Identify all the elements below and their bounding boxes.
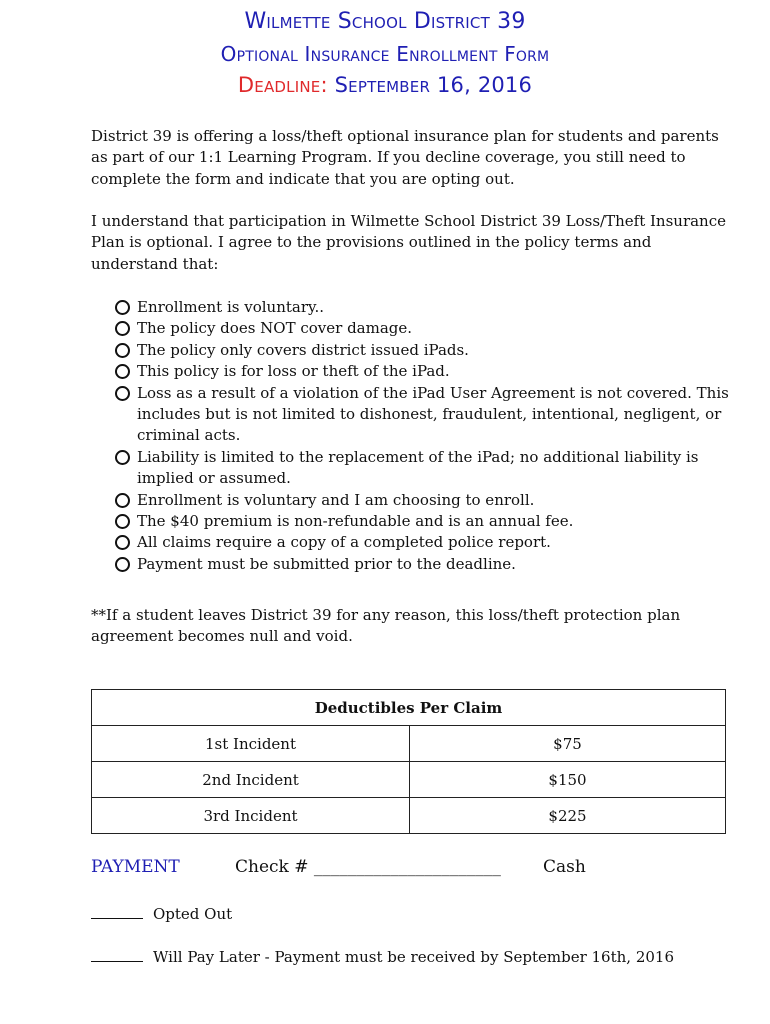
cash-option[interactable]: Cash (543, 857, 586, 877)
radio-circle-icon[interactable] (115, 493, 130, 508)
radio-circle-icon[interactable] (115, 450, 130, 465)
condition-text: The policy only covers district issued iPads. (137, 340, 469, 359)
pay-later-row (91, 946, 674, 966)
incident-cell: 1st Incident (92, 726, 410, 762)
deductibles-title: Deductibles Per Claim (92, 690, 726, 726)
amount-cell: $75 (410, 726, 726, 762)
null-void-note: **If a student leaves District 39 for any reason, this loss/theft protection plan agreement becomes null and void. (91, 606, 681, 646)
condition-item[interactable] (113, 447, 733, 490)
table-row (92, 726, 726, 762)
radio-circle-icon[interactable] (115, 514, 130, 529)
condition-item[interactable] (113, 297, 733, 318)
condition-item[interactable] (113, 554, 733, 575)
radio-circle-icon[interactable] (115, 557, 130, 572)
opted-out-label: Opted Out (153, 905, 233, 923)
condition-item[interactable] (113, 383, 733, 447)
radio-circle-icon[interactable] (115, 300, 130, 315)
understand-paragraph: I understand that participation in Wilmette School District 39 Loss/Theft Insurance Plan is optional. I agree to the provisions outlined in the policy terms and understand that: (91, 212, 726, 273)
condition-text: The policy does NOT cover damage. (137, 319, 413, 338)
incident-cell: 3rd Incident (92, 798, 410, 834)
deadline-date: September 16, 2016 (334, 73, 533, 97)
condition-text: Enrollment is voluntary and I am choosing to enroll. (137, 490, 535, 509)
deadline-line (0, 73, 770, 97)
condition-item[interactable] (113, 361, 733, 382)
amount-cell: $150 (410, 762, 726, 798)
condition-text: Payment must be submitted prior to the deadline. (137, 554, 516, 573)
district-title: Wilmette School District 39 (244, 9, 526, 34)
payment-label: PAYMENT (91, 857, 180, 877)
condition-text: The $40 premium is non-refundable and is an annual fee. (137, 512, 574, 531)
table-row (92, 762, 726, 798)
condition-text: Loss as a result of a violation of the iPad User Agreement is not covered. This includes but is not limited to dishonest, fraudulent, intentional, negligent, or criminal acts. (137, 383, 729, 445)
pay-later-label: Will Pay Later - Payment must be received by September 16th, 2016 (153, 948, 674, 966)
condition-item[interactable] (113, 532, 733, 553)
incident-cell: 2nd Incident (92, 762, 410, 798)
condition-item[interactable] (113, 318, 733, 339)
conditions-list (113, 297, 733, 575)
amount-cell: $225 (410, 798, 726, 834)
intro-paragraph: District 39 is offering a loss/theft optional insurance plan for students and parents as part of our 1:1 Learning Program. If you decline coverage, you still need to complete the form and indicate that you are opting out. (91, 127, 719, 188)
deductibles-table (91, 689, 726, 834)
radio-circle-icon[interactable] (115, 343, 130, 358)
condition-item[interactable] (113, 340, 733, 361)
condition-item[interactable] (113, 490, 733, 511)
condition-text: Enrollment is voluntary.. (137, 298, 325, 316)
pay-later-blank[interactable] (91, 946, 143, 962)
deadline-label: Deadline: (237, 73, 328, 97)
radio-circle-icon[interactable] (115, 364, 130, 379)
condition-text: Liability is limited to the replacement of the iPad; no additional liability is implied or assumed. (137, 447, 699, 488)
form-title: Optional Insurance Enrollment Form (220, 42, 550, 66)
condition-text: All claims require a copy of a completed police report. (137, 533, 551, 552)
radio-circle-icon[interactable] (115, 386, 130, 401)
radio-circle-icon[interactable] (115, 321, 130, 336)
opted-out-blank[interactable] (91, 903, 143, 919)
table-row (92, 798, 726, 834)
check-number-field[interactable]: Check # ______________________ (235, 857, 501, 877)
condition-item[interactable] (113, 511, 733, 532)
radio-circle-icon[interactable] (115, 535, 130, 550)
opted-out-row (91, 903, 232, 923)
condition-text: This policy is for loss or theft of the iPad. (137, 362, 450, 381)
